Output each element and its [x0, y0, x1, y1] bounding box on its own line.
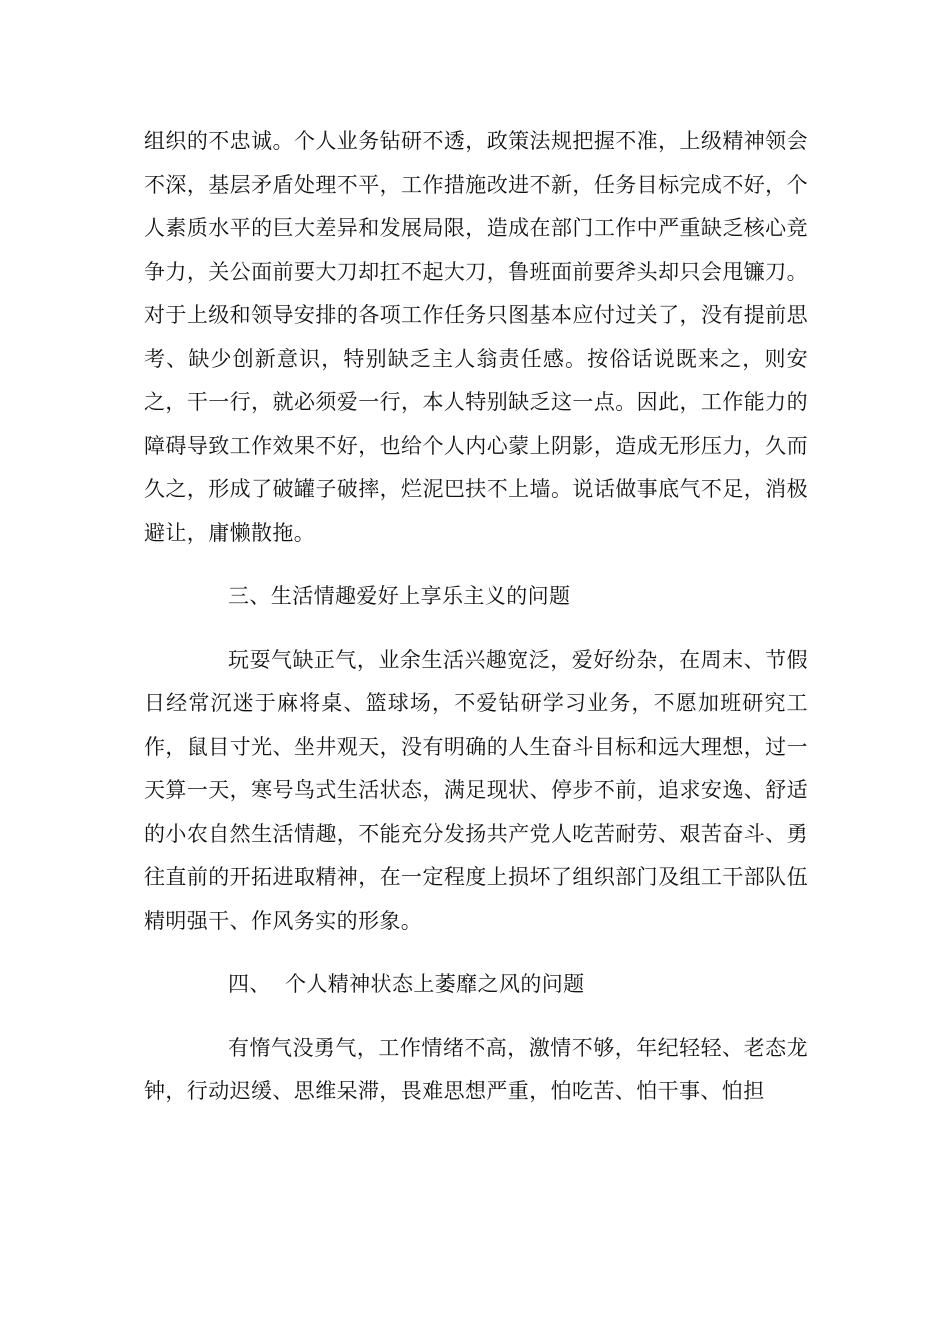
document-body: [144, 120, 808, 1114]
section-heading-3: 三、生活情趣爱好上享乐主义的问题: [228, 584, 571, 608]
body-paragraph-3: 有惰气没勇气，工作情绪不高，激情不够，年纪轻轻、老态龙钟，行动迟缓、思维呆滞，畏难思想严重，怕吃苦、怕干事、怕担: [144, 1035, 808, 1103]
section-heading-4: 四、 个人精神状态上萎靡之风的问题: [228, 972, 585, 996]
body-paragraph-2: 玩耍气缺正气，业余生活兴趣宽泛，爱好纷杂，在周末、节假日经常沉迷于麻将桌、篮球场，不爱钻研学习业务，不愿加班研究工作，鼠目寸光、坐井观天，没有明确的人生奋斗目标和远大理想，过一天算一天，寒号鸟式生活状态，满足现状、停步不前，追求安逸、舒适的小农自然生活情趣，不能充分发扬共产党人吃苦耐劳、艰苦奋斗、勇往直前的开拓进取精神，在一定程度上损坏了组织部门及组工干部队伍精明强干、作风务实的形象。: [144, 647, 808, 933]
body-paragraph-1: 组织的不忠诚。个人业务钻研不透，政策法规把握不准，上级精神领会不深，基层矛盾处理不平，工作措施改进不新，任务目标完成不好，个人素质水平的巨大差异和发展局限，造成在部门工作中严重缺乏核心竞争力，关公面前要大刀却扛不起大刀，鲁班面前要斧头却只会甩镰刀。对于上级和领导安排的各项工作任务只图基本应付过关了，没有提前思考、缺少创新意识，特别缺乏主人翁责任感。按俗话说既来之，则安之，干一行，就必须爱一行，本人特别缺乏这一点。因此，工作能力的障碍导致工作效果不好，也给个人内心蒙上阴影，造成无形压力，久而久之，形成了破罐子破摔，烂泥巴扶不上墙。说话做事底气不足，消极避让，庸懒散拖。: [144, 129, 808, 545]
